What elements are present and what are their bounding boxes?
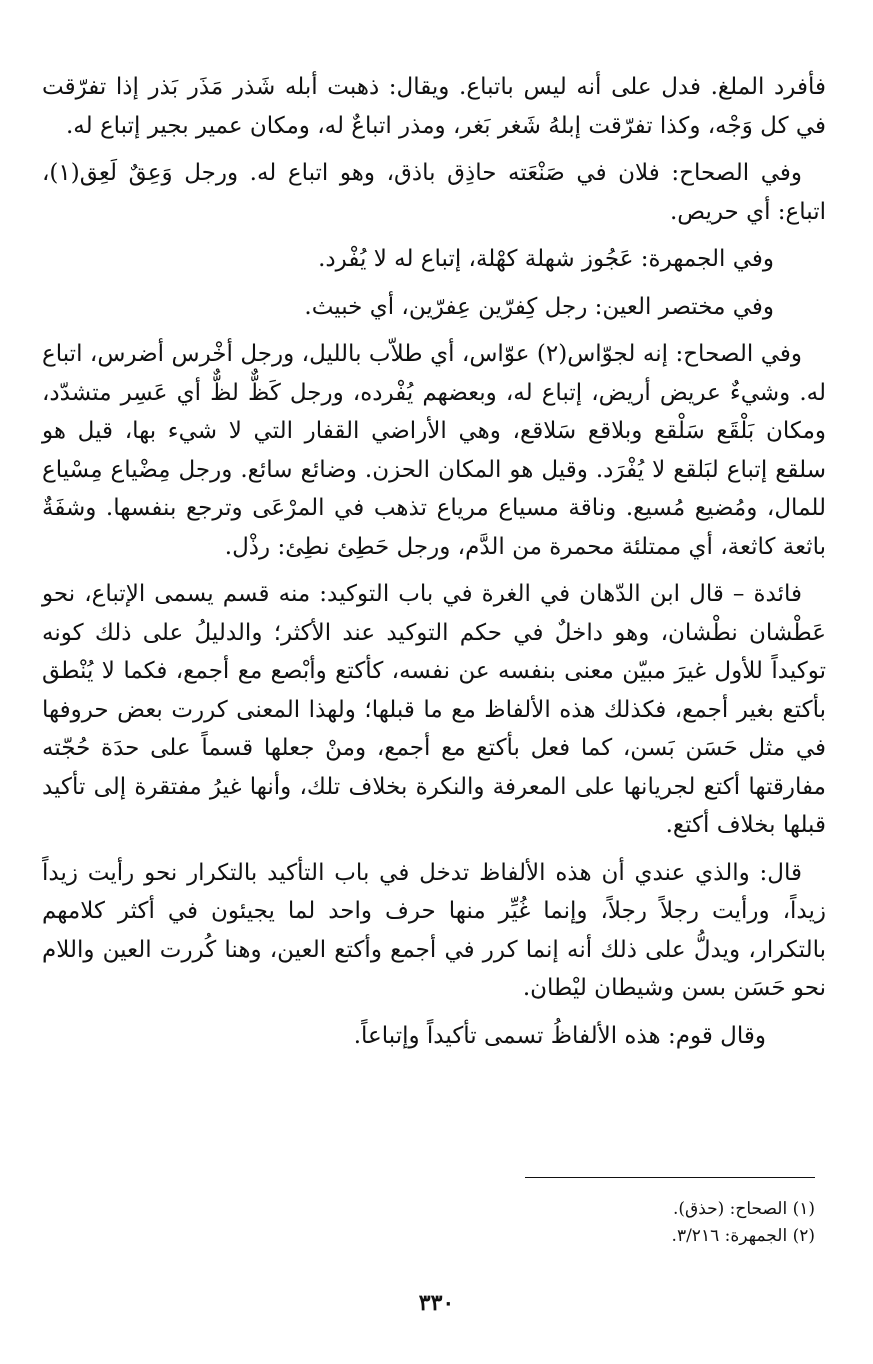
paragraph-1: فأفرد الملغ. فدل على أنه ليس باتباع. ويقال: ذهبت أبله شَذر مَذَر بَذر إذا تفرّقت في كل وَجْه، وكذا تفرّقت إبلهُ شَغر بَغر، ومذر اتباعٌ له، ومكان عمير بجير إتباع له. (42, 74, 826, 139)
footnotes (315, 1196, 815, 1250)
paragraph-2: وفي الصحاح: فلان في صَنْعَته حاذِق باذق، وهو اتباع له. ورجل وَعِقٌ لَعِق(١)، اتباع: أي حريص. (42, 160, 826, 225)
paragraph-6: فائدة – قال ابن الدّهان في الغرة في باب التوكيد: منه قسم يسمى الإتباع، نحو عَطْشان نطْشان، وهو داخلٌ في حكم التوكيد عند الأكثر؛ والدليلُ على ذلك كونه توكيداً للأول غيرَ مبيّن معنى بنفسه عن نفسه، كأكتع وأبْصع مع أجمع، فكما لا يُنْطق بأكتع بغير أجمع، فكذلك هذه الألفاظ مع ما قبلها؛ ولهذا المعنى كررت بعض حروفها في مثل حَسَن بَسن، كما فعل بأكتع مع أجمع، ومنْ جعلها قسماً على حدَة حُجّته مفارقتها أكتع لجريانها على المعرفة والنكرة بخلاف تلك، وأنها غيرُ مفتقرة إلى تأكيد قبلها بخلاف أكتع. (42, 581, 826, 838)
paragraph-7: قال: والذي عندي أن هذه الألفاظ تدخل في باب التأكيد بالتكرار نحو رأيت زيداً زيداً، ورأيت رجلاً رجلاً، وإنما غُيِّر منها حرف واحد لما يجيئون في أكثر كلامهم بالتكرار، ويدلُّ على ذلك أنه إنما كرر في أجمع وأكتع العين، وهنا كُررت العين واللام نحو حَسَن بسن وشيطان ليْطان. (42, 859, 826, 1001)
footnote-divider (525, 1177, 815, 1178)
paragraph-3: وفي الجمهرة: عَجُوز شهلة كهْلة، إتباع له لا يُفْرد. (318, 246, 774, 272)
paragraph-4: وفي مختصر العين: رجل كِفرّين عِفرّين، أي خبيث. (304, 293, 774, 320)
paragraph-5: وفي الصحاح: إنه لجوّاس(٢) عوّاس، أي طلاّب بالليل، ورجل أخْرس أضرس، اتباع له. وشيءٌ عريض أريض، إتباع له، وبعضهم يُفْرده، ورجل كَظٌّ لظٌّ أي عَسِر متشدّد، ومكان بَلْقَع سَلْقع وبلاقع سَلاقع، وهي الأراضي القفار التي لا شيء بها، قيل هو سلقع إتباع لبَلقع لا يُفْرَد. وقيل هو المكان الحزن. وضائع سائع. ورجل مِضْياع مِسْياع للمال، ومُضيع مُسيع. وناقة مسياع مرياع تذهب في المرْعَى وترجع بنفسها. وشفَةٌ باثعة كاثعة، أي ممتلئة محمرة من الدَّم، ورجل حَطِئ نطِئ: رذْل. (42, 341, 826, 560)
footnote-1: (١) الصحاح: (حذق). (672, 1199, 815, 1219)
paragraph-8: وقال قوم: هذه الألفاظُ تسمى تأكيداً وإتباعاً. (353, 1022, 766, 1049)
footnote-2: (٢) الجمهرة: ٣/٢١٦. (671, 1226, 815, 1246)
page-number: ٣٣٠ (418, 1290, 455, 1316)
